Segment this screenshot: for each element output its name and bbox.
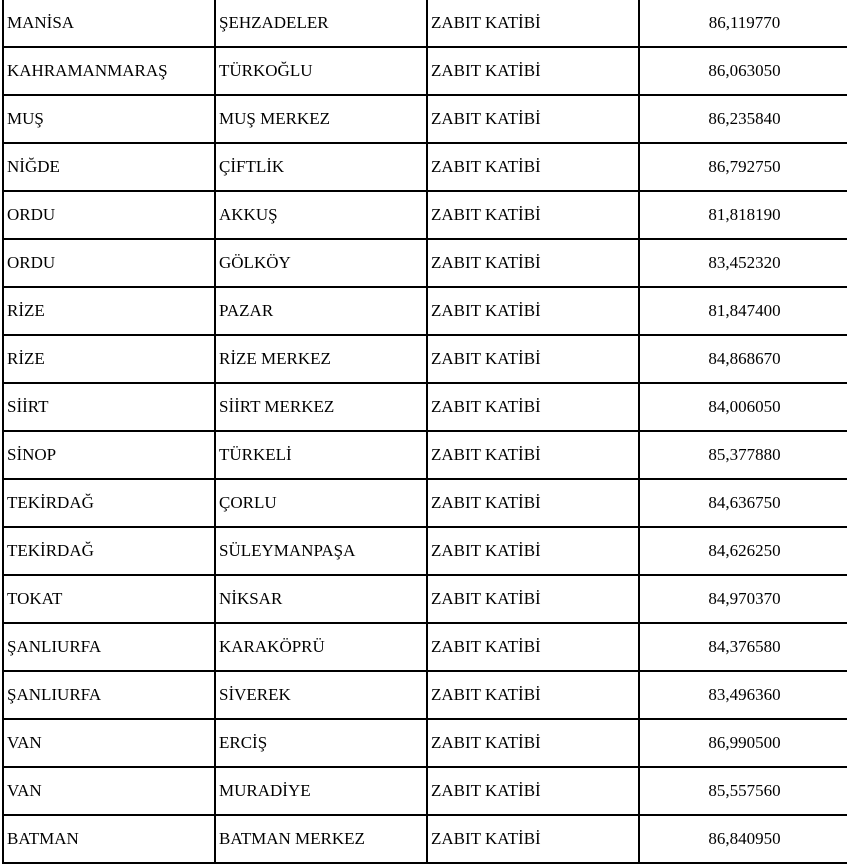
province-cell: SİİRT: [3, 383, 215, 431]
table-row: [3, 431, 847, 479]
position-cell: ZABIT KATİBİ: [427, 95, 639, 143]
score-cell: 83,452320: [639, 239, 847, 287]
province-cell: ŞANLIURFA: [3, 623, 215, 671]
score-cell: 83,496360: [639, 671, 847, 719]
position-cell: ZABIT KATİBİ: [427, 815, 639, 863]
table-row: [3, 479, 847, 527]
position-cell: ZABIT KATİBİ: [427, 47, 639, 95]
score-cell: 81,847400: [639, 287, 847, 335]
score-cell: 86,119770: [639, 0, 847, 47]
position-cell: ZABIT KATİBİ: [427, 239, 639, 287]
score-cell: 86,990500: [639, 719, 847, 767]
score-cell: 86,840950: [639, 815, 847, 863]
district-cell: MUŞ MERKEZ: [215, 95, 427, 143]
position-cell: ZABIT KATİBİ: [427, 575, 639, 623]
table-row: [3, 143, 847, 191]
province-cell: ORDU: [3, 191, 215, 239]
results-table: [2, 0, 847, 864]
table-row: [3, 719, 847, 767]
position-cell: ZABIT KATİBİ: [427, 143, 639, 191]
position-cell: ZABIT KATİBİ: [427, 527, 639, 575]
province-cell: ŞANLIURFA: [3, 671, 215, 719]
table-row: [3, 767, 847, 815]
table-body: [3, 0, 847, 863]
district-cell: SİİRT MERKEZ: [215, 383, 427, 431]
district-cell: ŞEHZADELER: [215, 0, 427, 47]
district-cell: BATMAN MERKEZ: [215, 815, 427, 863]
district-cell: SİVEREK: [215, 671, 427, 719]
table-row: [3, 623, 847, 671]
position-cell: ZABIT KATİBİ: [427, 335, 639, 383]
position-cell: ZABIT KATİBİ: [427, 383, 639, 431]
table-row: [3, 191, 847, 239]
position-cell: ZABIT KATİBİ: [427, 287, 639, 335]
district-cell: GÖLKÖY: [215, 239, 427, 287]
score-cell: 86,792750: [639, 143, 847, 191]
score-cell: 85,377880: [639, 431, 847, 479]
district-cell: NİKSAR: [215, 575, 427, 623]
score-cell: 86,063050: [639, 47, 847, 95]
score-cell: 84,376580: [639, 623, 847, 671]
province-cell: RİZE: [3, 335, 215, 383]
province-cell: TEKİRDAĞ: [3, 527, 215, 575]
district-cell: AKKUŞ: [215, 191, 427, 239]
table-row: [3, 335, 847, 383]
table-row: [3, 239, 847, 287]
position-cell: ZABIT KATİBİ: [427, 431, 639, 479]
district-cell: ERCİŞ: [215, 719, 427, 767]
district-cell: SÜLEYMANPAŞA: [215, 527, 427, 575]
table-row: [3, 47, 847, 95]
score-cell: 86,235840: [639, 95, 847, 143]
district-cell: PAZAR: [215, 287, 427, 335]
position-cell: ZABIT KATİBİ: [427, 671, 639, 719]
province-cell: MANİSA: [3, 0, 215, 47]
position-cell: ZABIT KATİBİ: [427, 767, 639, 815]
province-cell: BATMAN: [3, 815, 215, 863]
province-cell: ORDU: [3, 239, 215, 287]
district-cell: ÇORLU: [215, 479, 427, 527]
score-cell: 84,636750: [639, 479, 847, 527]
table-row: [3, 0, 847, 47]
district-cell: TÜRKELİ: [215, 431, 427, 479]
province-cell: TOKAT: [3, 575, 215, 623]
province-cell: RİZE: [3, 287, 215, 335]
district-cell: ÇİFTLİK: [215, 143, 427, 191]
position-cell: ZABIT KATİBİ: [427, 191, 639, 239]
province-cell: KAHRAMANMARAŞ: [3, 47, 215, 95]
position-cell: ZABIT KATİBİ: [427, 479, 639, 527]
score-cell: 84,006050: [639, 383, 847, 431]
table-row: [3, 575, 847, 623]
province-cell: VAN: [3, 767, 215, 815]
position-cell: ZABIT KATİBİ: [427, 719, 639, 767]
table-row: [3, 95, 847, 143]
table-row: [3, 815, 847, 863]
province-cell: TEKİRDAĞ: [3, 479, 215, 527]
district-cell: TÜRKOĞLU: [215, 47, 427, 95]
score-cell: 84,626250: [639, 527, 847, 575]
score-cell: 81,818190: [639, 191, 847, 239]
province-cell: MUŞ: [3, 95, 215, 143]
score-cell: 84,868670: [639, 335, 847, 383]
score-cell: 85,557560: [639, 767, 847, 815]
table-row: [3, 527, 847, 575]
district-cell: RİZE MERKEZ: [215, 335, 427, 383]
province-cell: NİĞDE: [3, 143, 215, 191]
province-cell: VAN: [3, 719, 215, 767]
province-cell: SİNOP: [3, 431, 215, 479]
district-cell: KARAKÖPRÜ: [215, 623, 427, 671]
table-row: [3, 383, 847, 431]
position-cell: ZABIT KATİBİ: [427, 623, 639, 671]
table-row: [3, 671, 847, 719]
position-cell: ZABIT KATİBİ: [427, 0, 639, 47]
table-row: [3, 287, 847, 335]
district-cell: MURADİYE: [215, 767, 427, 815]
score-cell: 84,970370: [639, 575, 847, 623]
